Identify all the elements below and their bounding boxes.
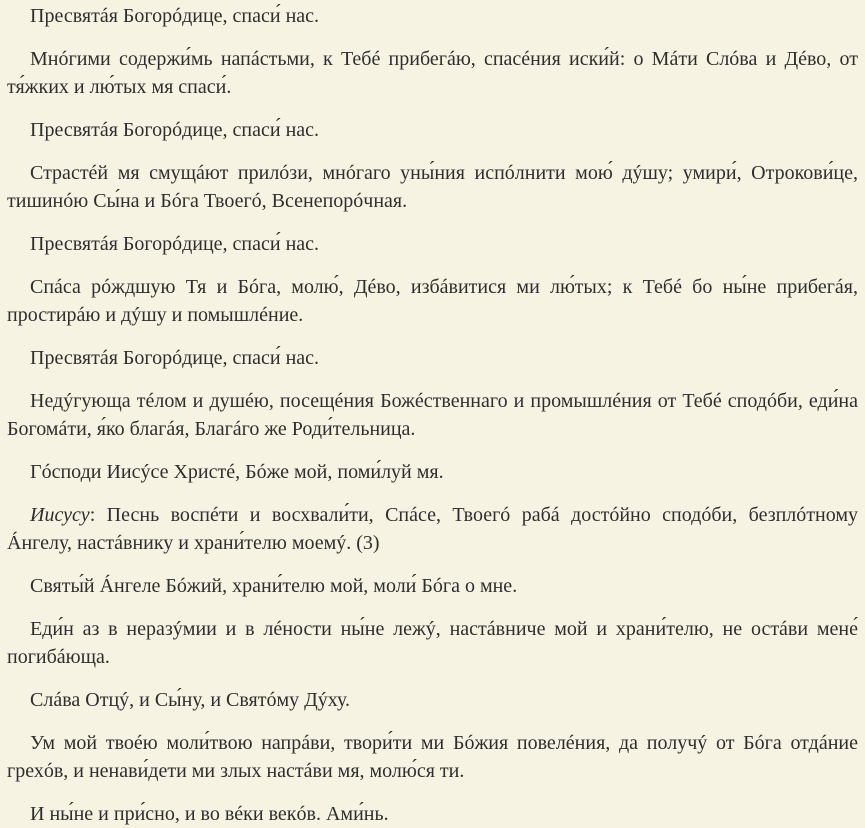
refrain-paragraph: Пресвятáя Богорóдице, спаси́ нас. bbox=[30, 347, 320, 369]
irmos-paragraph bbox=[7, 501, 858, 557]
troparion-paragraph: Спáса рóждшую Тя и Бóга, молю́, Дéво, избáвитися ми лю́тых; к Тебé бо ны́не прибегáя, простирáю и дýшу и помышлéние. bbox=[7, 276, 858, 326]
refrain-paragraph: Гóсподи Иисýсе Христé, Бóже мой, поми́луй мя. bbox=[30, 461, 444, 483]
refrain-paragraph: Святы́й Áнгеле Бóжий, храни́телю мой, моли́ Бóга о мне. bbox=[30, 575, 518, 597]
now-and-ever-paragraph: И ны́не и при́сно, и во вéки векóв. Ами́нь. bbox=[30, 803, 389, 825]
troparion-paragraph: Мнóгими содержи́мь напáстьми, к Тебé прибегáю, спасéния иски́й: о Мáти Слóва и Дéво, от тя́жких и лю́тых мя спаси́. bbox=[7, 48, 858, 98]
refrain-paragraph: Пресвятáя Богорóдице, спаси́ нас. bbox=[30, 119, 320, 141]
troparion-paragraph: Недýгующа тéлом и душéю, посещéния Божéственнаго и промышлéния от Тебé сподóби, еди́на Богомáти, я́ко благáя, Благáго же Роди́тельница. bbox=[7, 390, 858, 440]
refrain-paragraph: Пресвятáя Богорóдице, спаси́ нас. bbox=[30, 233, 320, 255]
irmos-label: Иисусу bbox=[30, 504, 90, 526]
refrain-paragraph: Пресвятáя Богорóдице, спаси́ нас. bbox=[30, 5, 320, 27]
troparion-paragraph: Ум мой твоéю моли́твою напрáви, твори́ти ми Бóжия повелéния, да получý от Бóга отдáние грехóв, и ненави́дети ми злых настáви мя, молю́ся ти. bbox=[7, 732, 858, 782]
irmos-text: : Песнь воспéти и восхвали́ти, Спáсе, Твоегó рабá достóйно сподóби, безплóтному Áнгелу, настáвнику и храни́телю моемý. (3) bbox=[7, 504, 858, 554]
troparion-paragraph: Страстéй мя смущáют прилóзи, мнóгаго уны́ния испóлнити мою́ дýшу; умири́, Отрокови́це, тишинóю Сы́на и Бóга Твоегó, Всенепорóчная. bbox=[7, 162, 858, 212]
troparion-paragraph: Еди́н аз в неразýмии и в лéности ны́не лежý, настáвниче мой и храни́телю, не остáви мене́ погибáюща. bbox=[7, 618, 858, 668]
glory-paragraph: Слáва Отцý, и Сы́ну, и Святóму Дýху. bbox=[30, 689, 351, 711]
